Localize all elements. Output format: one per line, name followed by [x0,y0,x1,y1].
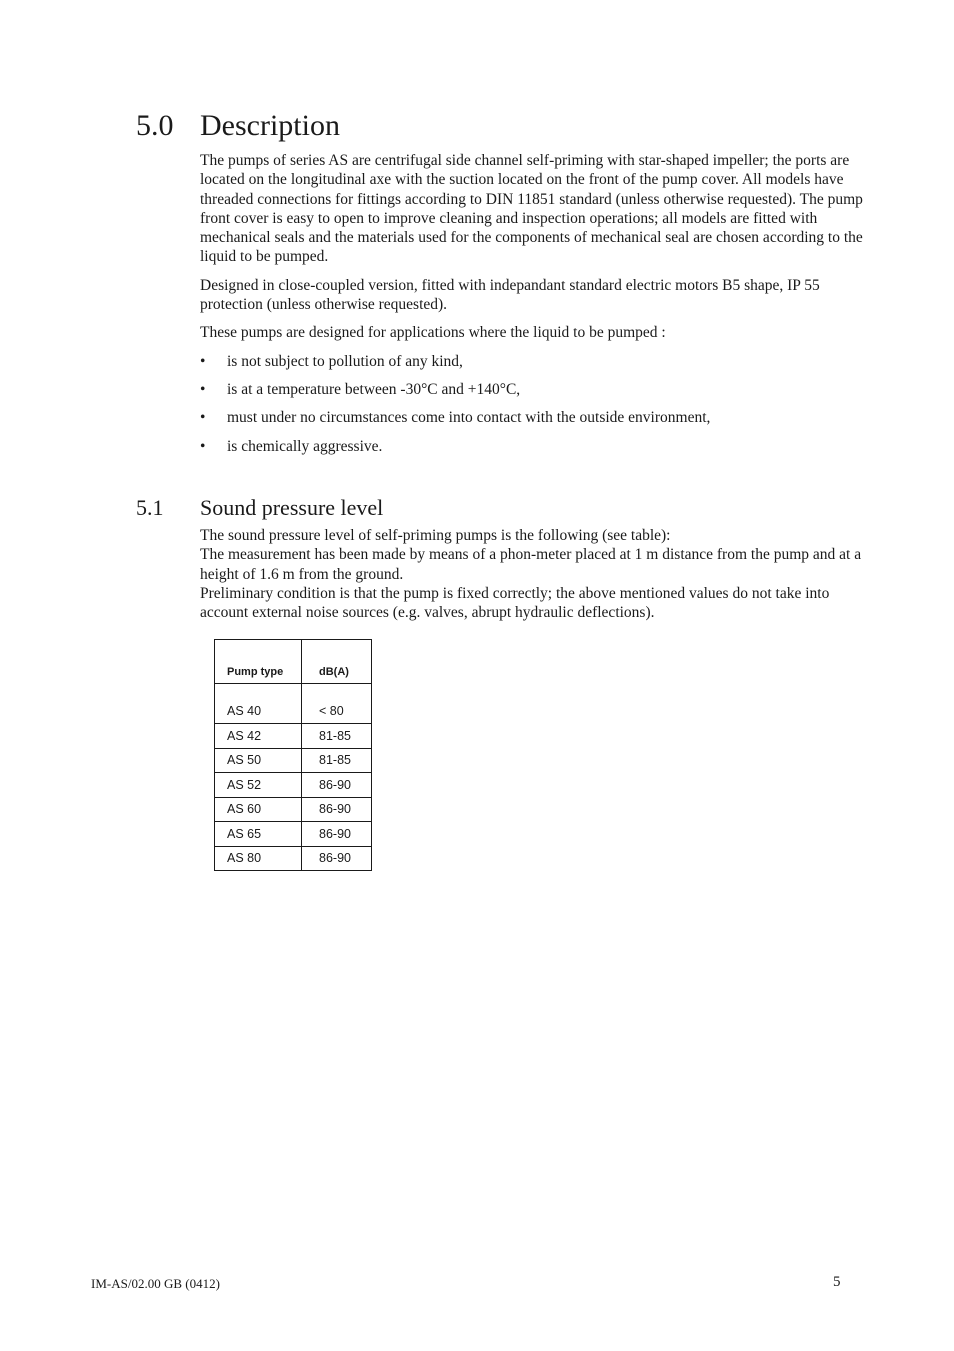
document-code: IM-AS/02.00 GB (0412) [91,1276,220,1291]
paragraph: The pumps of series AS are centrifugal side channel self-priming with star-shaped impeller; the ports are located on the longitudinal axe with the suction located on the front of the pump cover. All models have threaded connections for fittings according to DIN 11851 standard (unless otherwise requested). The pump front cover is easy to open to improve cleaning and inspection operations; all models are fitted with mechanical seals and the materials used for the components of mechanical seal are chosen according to the liquid to be pumped. [200,152,863,266]
table-cell: AS 60 [215,797,302,822]
table-row [215,846,372,871]
sound-level-table [214,639,372,871]
table-cell: AS 65 [215,822,302,847]
table-row [215,773,372,798]
section-title: Sound pressure level [200,495,384,520]
section-number: 5.1 [136,495,164,520]
column-header: Pump type [215,640,302,684]
table-cell: AS 80 [215,846,302,871]
table-cell: AS 52 [215,773,302,798]
section-title: Description [200,109,340,142]
table-cell: 86-90 [302,846,372,871]
section-number: 5.0 [136,109,174,142]
table-cell: 81-85 [302,724,372,749]
bullet-item: • is at a temperature between -30°C and +140°C, [200,380,521,398]
table-row [215,724,372,749]
text-line: Preliminary condition is that the pump is fixed correctly; the above mentioned values do not take into account external noise sources (e.g. valves, abrupt hydraulic deflections). [200,584,830,622]
bullet-list [200,352,868,456]
table-row [215,797,372,822]
text-line: The sound pressure level of self-priming pumps is the following (see table): [200,527,671,544]
page-number: 5 [833,1274,841,1290]
column-header: dB(A) [302,640,372,684]
table-cell: 86-90 [302,773,372,798]
table-cell: AS 50 [215,748,302,773]
paragraph: Designed in close-coupled version, fitted with indepandant standard electric motors B5 shape, IP 55 protection (unless otherwise requested). [200,276,820,314]
text-line: The measurement has been made by means of a phon-meter placed at 1 m distance from the pump and at a height of 1.6 m from the ground. [200,546,862,583]
description-body [200,151,868,465]
table-row [215,822,372,847]
table-cell: < 80 [302,684,372,724]
table-cell: AS 42 [215,724,302,749]
bullet-item: • must under no circumstances come into contact with the outside environment, [200,409,711,427]
bullet-item: • is not subject to pollution of any kind, [200,352,463,370]
table-cell: 86-90 [302,797,372,822]
section-5-0-heading [136,108,340,144]
table-cell: AS 40 [215,684,302,724]
sound-pressure-body [200,526,868,622]
table-row [215,684,372,724]
table-row [215,748,372,773]
table-cell: 81-85 [302,748,372,773]
paragraph: These pumps are designed for applications where the liquid to be pumped : [200,324,666,342]
bullet-item: • is chemically aggressive. [200,437,383,455]
section-5-1-heading [136,494,383,522]
table-header-row [215,640,372,684]
table-cell: 86-90 [302,822,372,847]
